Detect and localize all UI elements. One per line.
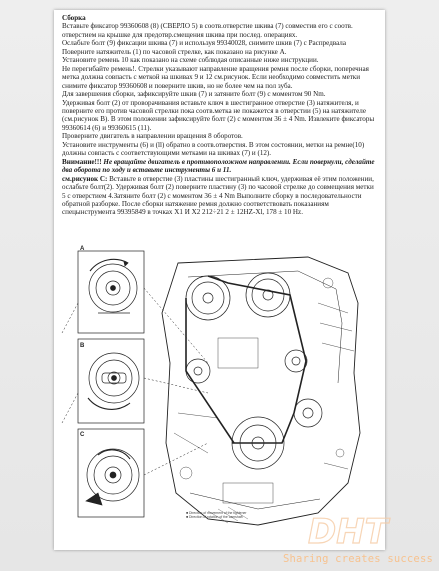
watermark-tagline: Sharing creates success xyxy=(283,553,433,565)
paragraph-9-text: Вставьте в отверстие (3) пластины шестигранный ключ, удерживая её этим положении, ослабьте болт(2). Удерживая болт (2) поверните пластину (3) по часовой стрелке до совмещения метки 5 с отверстием 4.Затяните болт (2) с моментом 36 ± 4 Nm Выполните сборку в последовательности обратной разборке. После сборки натяжение ремня должно соответствовать показаниям спецынструмента 99395849 в точках X1 И X2 212÷21 2 ± 12HZ-Xl, 178 ± 10 Hz. xyxy=(62,174,374,217)
paragraph-6: Удерживая болт (2) от проворачивания вставьте ключ в шестигранное отверстие (3) натяжителя, и поверните его против часовой стрелки пока соотв.метка не покажется в отверстии (5) на натяжителе (см.рисунок В). В этом положении зафиксируйте болт (2) с моментом 36 ± 4 Nm. Извлеките фиксаторы 99360614 (6) и 99360615 (11). xyxy=(62,98,375,132)
warning-label: Внимание!!! xyxy=(62,157,102,166)
panel-a-label: A xyxy=(80,246,85,252)
dht-logo xyxy=(300,510,420,550)
panel-a-frame xyxy=(78,251,144,333)
panel-b-frame xyxy=(78,339,144,423)
paragraph-7: Проверните двигатель в направлении вращения 8 оборотов. xyxy=(62,132,243,141)
paragraph-8: Установите инструменты (6) и (ll) обратно в соотв.отверстия. В этом состоянии, метки на ремне(10) должны совпасть с соответствующими метками на шкивах (7) и (12). xyxy=(62,140,365,158)
document-text xyxy=(62,14,378,217)
caption-line: ■ Direction of movement of the tightener xyxy=(186,511,247,515)
document-heading: Сборка xyxy=(62,14,86,22)
caption-line: ■ Direction of rotation of the camshaft xyxy=(186,515,243,519)
figure-c-reference: см.рисунок С: xyxy=(62,174,108,183)
paragraph-3: Установите ремень 10 как показано на схеме соблюдая описанные ниже инструкции. xyxy=(62,56,319,65)
timing-belt-diagram xyxy=(58,243,380,543)
paragraph-9 xyxy=(62,175,378,217)
panel-b-label: B xyxy=(80,343,85,349)
paragraph-4: Не перегибайте ремень!. Стрелки указывают направление вращения ремня после сборки, поперечная метка должна совпасть с меткой на шкивах 9 и 12 см.рисунок. Если необходимо совместить метки снимите фиксатор 99360608 и поверните шкив, но не более чем на пол зуба. xyxy=(62,64,369,90)
panel-c-label: C xyxy=(80,432,85,438)
dht-logo-text: DHT xyxy=(308,512,388,550)
paragraph-5: Для завершения сборки, зафиксируйте шкив (7) и затяните болт (9) с моментом 90 Nm. xyxy=(62,90,326,99)
paragraph-2: Ослабьте болт (9) фиксации шкива (7) и используя 99340028, снимите шкив (7) с Распредвала Поверните натяжитель (1) по часовой стрелке, как показано на рисунке А. xyxy=(62,39,346,56)
paragraph-1: Вставьте фиксатор 99360608 (8) (СВЕРЛО 5) в соотв.отверстие шкива (7) совместив его с соотв. отверстием на крышке для предотвр.смещения шкива при послед. операциях. xyxy=(62,22,353,39)
warning-paragraph xyxy=(62,158,378,175)
warning-text: Не вращайте двигатель в противоположном направлении. Если повернули, сделайте два оборота по ходу и вставьте инструменты 6 и 11. xyxy=(62,157,375,175)
